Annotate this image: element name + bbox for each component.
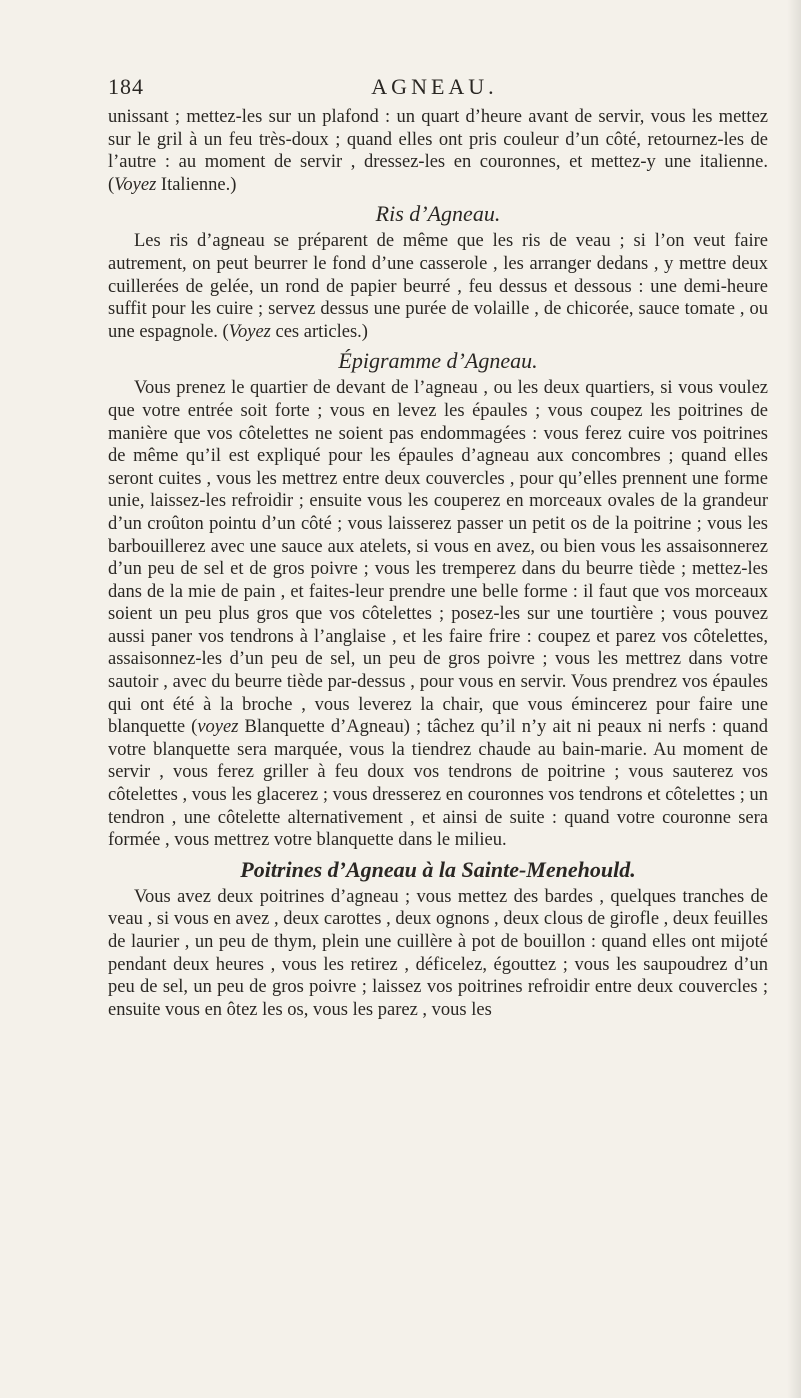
paragraph-text: unissant ; mettez-les sur un plafond : un quart d’heure avant de servir, vous les mettez sur le gril à un feu très-doux ; quand elles ont pris couleur d’un côté, retournez-les de l’autre : au moment de servir , dressez-les en couronnes, et mettez-y une italienne. ( [108, 107, 768, 195]
paragraph-epigramme [108, 377, 768, 851]
paragraph-poitrines: Vous avez deux poitrines d’agneau ; vous mettez des bardes , quelques tranches de veau , si vous en avez , deux carottes , deux ognons , deux clous de girofle , deux feuilles de laurier , un peu de thym, plein une cuillère à pot de bouillon : quand elles ont mijoté pendant deux heures , vous les retirez , déficelez, égouttez ; vous les saupoudrez d’un peu de sel, un peu de gros poivre ; laissez vos poitrines refroidir entre deux couvercles ; ensuite vous en ôtez les os, vous les parez , vous les [108, 886, 768, 1020]
paragraph-continuation [108, 106, 768, 196]
paragraph-ris [108, 230, 768, 343]
see-reference: Voyez [114, 174, 157, 195]
paragraph-text: Blanquette d’Agneau) ; tâchez qu’il n’y ait ni peaux ni nerfs : quand votre blanquette sera marquée, vous la tiendrez chaude au bain-marie. Au moment de servir , vous ferez griller à feu doux vos tendrons de poitrine ; vous sauterez vos côtelettes , vous les glacerez ; vous dresserez en couronnes vos tendrons et côtelettes ; un tendron , une côtelette alternativement , et ainsi de suite : quand votre couronne sera formée , vous mettrez votre blanquette dans le milieu. [108, 717, 769, 851]
running-title: AGNEAU. [371, 74, 498, 99]
see-reference: Voyez [228, 321, 271, 342]
see-reference: voyez [197, 717, 239, 738]
paragraph-text: Vous prenez le quartier de devant de l’agneau , ou les deux quartiers, si vous voulez que votre entrée soit forte ; vous en levez les épaules ; vous coupez les poitrines de manière que vos côtelettes ne soient pas endommagées : vous ferez cuire vos poitrines de même qu’il est expliqué pour les épaules d’agneau aux concombres ; quand elles seront cuites , vous les mettrez entre deux couvercles , pour qu’elles prennent une forme unie, laissez-les refroidir ; ensuite vous les couperez en morceaux ovales de la grandeur d’un croûton pointu d’un côté ; vous laisserez passer un petit os de la poitrine ; vous les barbouillerez avec une sauce aux atelets, si vous en avez, ou bien vous les assaisonnerez d’un peu de sel et de gros poivre ; vous les tremperez dans du beurre tiède ; mettez-les dans de la mie de pain , et faites-leur prendre une belle forme : il faut que vos morceaux soient un peu plus gros que vos côtelettes ; posez-les sur une tourtière ; vous pouvez aussi paner vos tendrons à l’anglaise , et les faire frire : coupez et parez vos côtelettes, assaisonnez-les d’un peu de sel, un peu de gros poivre ; vous les mettrez dans votre sautoir , avec du beurre tiède par-dessus , pour vous en servir. Vous prendrez vos épaules qui ont été à la broche , vous leverez la chair, que vous émincerez pour faire une blanquette ( [108, 378, 768, 738]
page-number: 184 [108, 74, 144, 99]
page-edge-shadow [787, 0, 801, 1398]
section-title-ris: Ris d’Agneau. [375, 201, 501, 227]
paragraph-text: Italienne.) [156, 174, 237, 195]
running-head [108, 74, 761, 102]
page-content [108, 106, 768, 1021]
section-title-poitrines: Poitrines d’Agneau à la Sainte-Menehould. [240, 856, 636, 882]
paragraph-text: ces articles.) [270, 321, 368, 342]
section-title-epigramme: Épigramme d’Agneau. [338, 348, 538, 374]
paragraph-text: Les ris d’agneau se préparent de même que les ris de veau ; si l’on veut faire autrement, on peut beurrer le fond d’une casserole , les arranger dedans , y mettre deux cuillerées de gelée, un rond de papier beurré , feu dessus et dessous : une demi-heure suffit pour les cuire ; servez dessus une purée de volaille , de chicorée, sauce tomate , ou une espagnole. ( [108, 231, 768, 342]
